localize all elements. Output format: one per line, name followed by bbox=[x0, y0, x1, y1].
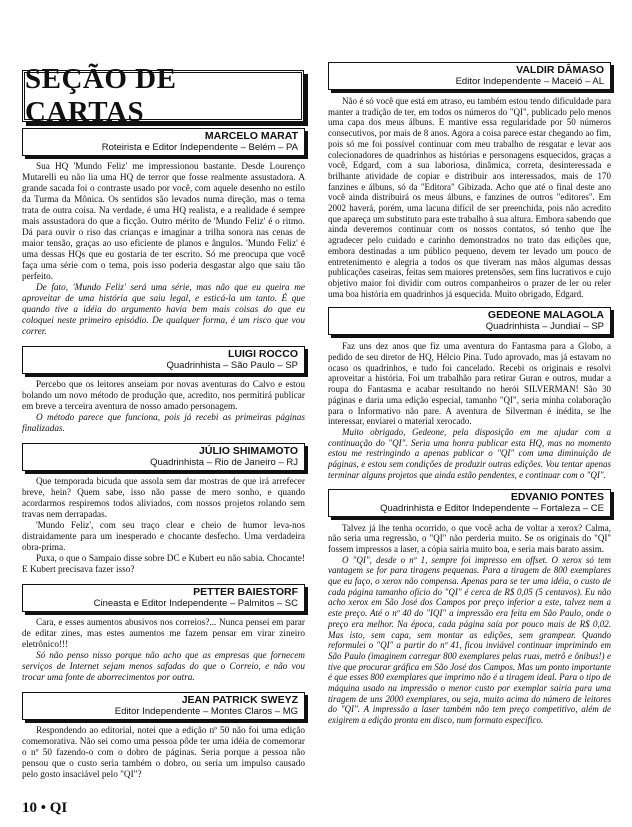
letter-header bbox=[22, 128, 305, 156]
author-role: Quadrinhista e Editor Independente – Fortaleza – CE bbox=[380, 502, 604, 514]
author-role: Roteirista e Editor Independente – Belém – PA bbox=[101, 142, 298, 153]
author-role: Quadrinhista – São Paulo – SP bbox=[166, 360, 298, 371]
letter-header bbox=[22, 692, 305, 720]
letter-paragraph: 'Mundo Feliz', com seu traço clear e cheio de humor leva-nos distraidamente para um inesperado e chocante desfecho. Uma verdadeira obra-prima. bbox=[22, 521, 305, 553]
author-name: JÚLIO SHIMAMOTO bbox=[199, 445, 298, 457]
left-column bbox=[22, 66, 305, 789]
letter-paragraph: Puxa, o que o Sampaio disse sobre DC e Kubert eu não sabia. Chocante! E Kubert precisava fazer isso? bbox=[22, 554, 305, 575]
letter bbox=[22, 443, 305, 576]
letter-header bbox=[328, 62, 611, 90]
letter bbox=[22, 346, 305, 435]
editor-reply: Muito obrigado, Gedeone, pela disposição em me ajudar com a continuação do "QI". Seria uma honra publicar esta HQ, mas no momento estou me restringindo a apenas publicar o "QI" com uma diminuição de páginas, e estou sem condições de produzir outras edições. Vou tentar apenas terminar alguns projetos que ainda estão pendentes, e continuar com o "QI". bbox=[328, 426, 611, 480]
letter bbox=[328, 307, 611, 480]
letter bbox=[22, 128, 305, 338]
author-name: PETTER BAIESTORF bbox=[193, 586, 298, 598]
letter-paragraph: Percebo que os leitores anseiam por novas aventuras do Calvo e estou bolando um novo método de produção que, acredito, nos permitirá publicar em breve a terceira aventura de nosso amado personagem. bbox=[22, 380, 305, 412]
right-column bbox=[328, 62, 611, 734]
editor-reply: O método parece que funciona, pois já recebi as primeiras páginas finalizadas. bbox=[22, 413, 305, 434]
letter-header bbox=[22, 346, 305, 374]
letter-paragraph: Sua HQ 'Mundo Feliz' me impressionou bastante. Desde Lourenço Mutarelli eu não lia uma HQ de terror que fosse realmente assustadora. A grande sacada foi o contraste usado por você, com aquele desenho no estilo da Turma da Mônica. Os sentidos são levados numa direção, mas o tema trata de outra coisa. Na verdade, é uma HQ realista, e a realidade é sempre mais assustadora do que a ficção. Outro mérito de 'Mundo Feliz' é o ritmo. Dá para ouvir o riso das crianças e imaginar a trilha sonora nas cenas de maior tensão, graças ao uso eficiente de planos e ângulos. 'Mundo Feliz' é uma dessas HQs que eu gostaria de ter escrito. Só me preocupa que você faça uma série com o tema, pois isso poderia desgastar algo que saiu tão perfeito. bbox=[22, 162, 305, 282]
author-role: Cineasta e Editor Independente – Palmitos – SC bbox=[93, 598, 298, 609]
author-name: GEDEONE MALAGOLA bbox=[487, 309, 604, 322]
letter-header bbox=[328, 307, 611, 335]
author-name: MARCELO MARAT bbox=[204, 130, 298, 142]
letter-paragraph: Cara, e esses aumentos abusivos nos correios?... Nunca pensei em parar de editar zines, mas estes aumentos me fazem pensar em virar zineiro eletrônico!!! bbox=[22, 618, 305, 650]
letter bbox=[328, 62, 611, 299]
letter-header bbox=[328, 489, 611, 517]
author-role: Quadrinhista – Rio de Janeiro – RJ bbox=[150, 457, 298, 468]
author-name: LUIGI ROCCO bbox=[228, 348, 298, 360]
author-role: Quadrinhista – Jundiaí – SP bbox=[485, 321, 604, 333]
author-name: VALDIR DÂMASO bbox=[516, 64, 604, 76]
letter-paragraph: Que temporada bicuda que assola sem dar mostras de que irá arrefecer breve, hein? Quem sabe, isso não passe de mero sonho, e quando acordarmos respiremos todos aliviados, com nossos projetos rolando sem travas nem derrapadas. bbox=[22, 477, 305, 520]
editor-reply: De fato, 'Mundo Feliz' será uma série, mas não que eu queira me aproveitar de uma história que saiu legal, e esticá-la um tanto. É que quando tive a idéia do argumento havia bem mais coisas do que eu coloquei neste primeiro episódio. De qualquer forma, é um risco que vou correr. bbox=[22, 283, 305, 337]
letter bbox=[22, 584, 305, 684]
letter bbox=[328, 489, 611, 726]
author-name: EDVANIO PONTES bbox=[510, 490, 604, 503]
title-spacer bbox=[22, 66, 305, 128]
author-role: Editor Independente – Montes Claros – MG bbox=[114, 706, 298, 717]
letter-paragraph: Faz uns dez anos que fiz uma aventura do Fantasma para a Globo, a pedido de seu diretor de HQ, Hélcio Pina. Tudo aprovado, mas já estavam no ocaso os quadrinhos, e tudo foi cancelado. Recebi os originais e resolvi aproveitar a história. Foi um trabalhão para retirar Guran e outros, mudar a roupa do Fantasma e acabar resultando no herói SILVERMAN! São 30 páginas e daria uma edição especial, tamanho "QI", seria minha colaboração para o Informativo não pare. A aventura de Silverman é inédita, se lhe interessar, enviarei o material xerocado. bbox=[328, 341, 611, 427]
page-title: SEÇÃO DE CARTAS bbox=[25, 63, 177, 128]
letter-header bbox=[22, 443, 305, 471]
author-name: JEAN PATRICK SWEYZ bbox=[181, 694, 298, 706]
author-role: Editor Independente – Maceió – AL bbox=[455, 76, 604, 87]
editor-reply: O "QI", desde o nº 1, sempre foi impresso em offset. O xerox só tem vantagem se for para tiragens pequenas. Para a tiragem de 800 exemplares que eu faço, o xerox não compensa. Apenas para se ter uma idéia, o custo de cada página tamanho ofício do "QI" é cerca de R$ 0,05 (5 centavos). Eu não acho xerox em São José dos Campos por preço inferior a este, talvez nem a este preço. Até o nº 40 do "IQI" a impressão era feita em São Paulo, onde o preço era melhor. Na época, cada página saía por pouco mais de R$ 0,02. Mas isto, sem capa, sem montar as edições, sem grampear. Quando reformulei o "QI" a partir do nº 41, ficou inviável continuar imprimindo em São Paulo (imaginem carregar 800 exemplares pelas ruas, metrô e ônibus!) e tive que procurar gráfica em São José dos Campos. Mas um ponto importante é que esses 800 exemplares que imprimo não é a tiragem ideal. Para o tipo de máquina usado na impressão o menor custo por exemplar sairia para uma tiragem de uns 2000 exemplares, ou seja, muito acima do número de leitores do "QI". A impressão a laser também não tem preço competitivo, além de exigirem a edição pronta em disco, num formato específico. bbox=[328, 554, 611, 726]
letter-paragraph: Respondendo ao editorial, notei que a edição nº 50 não foi uma edição comemorativa. Não sei como uma pessoa pôde ter uma idéia de comemorar o nº 50 fazendo-o com o dobro de páginas. Seria porque a pessoa não pensou que o custo seria também o dobro, ou seria um impulso causado pelo gosto insaciável pelo "QI"? bbox=[22, 726, 305, 780]
letter-paragraph: Talvez já lhe tenha ocorrido, o que você acha de voltar a xerox? Calma, não seria uma regressão, o "QI" não perderia muito. Se os originais do "QI" fossem impressos a laser, a cópia sairia muito boa, e seria mais barato assim. bbox=[328, 522, 611, 554]
page-footer: 10 • QI bbox=[22, 800, 68, 816]
letter-header bbox=[22, 584, 305, 612]
letter bbox=[22, 692, 305, 781]
letter-paragraph: Não é só você que está em atraso, eu também estou tendo dificuldade para manter a tradição de ter, em todos os números do "QI", publicado pelo menos uma capa dos meus álbuns. E mantive essa regularidade por 50 números consecutivos, por mais de 8 anos. Agora a coisa parece estar chegando ao fim, pois só me foi possível continuar com meu trabalho de resgatar e levar aos colecionadores de quadrinhos as histórias e personagens esquecidos, graças a você, Edgard, com a sua laboriosa, dinâmica, correta, desinteressada e brilhante atividade de copiar e distribuir aos interessados, mais de 170 fanzines e álbuns, só da "Editora" Gibizada. Acho que até o final deste ano você ainda distribuirá os meus álbuns, e fanzines de outros "editores". Em 2002 haverá, porém, uma lacuna difícil de ser preenchida, pois não acredito que apareça um substituto para este trabalho à sua altura. Embora sabendo que ainda deveremos continuar com os nossos contatos, só tenho que lhe agradecer pelo cuidado e carinho demonstrados no trato das edições que, embora destinadas a um público pequeno, devem ter levado um pouco de entretenimento e alegria a todos os que tiveram nas mãos algumas dessas publicações caseiras, feitas sem maiores pretensões, sem fins lucrativos e cujo objetivo maior foi dividir com outros companheiros o prazer de ler ou reler uma boa história em quadrinhos já esquecida. Muito obrigado, Edgard. bbox=[328, 96, 611, 299]
editor-reply: Só não penso nisso porque não acho que as empresas que fornecem serviços de Internet sejam menos safadas do que o Correio, e não vou trocar uma fonte de aborrecimentos por outra. bbox=[22, 651, 305, 683]
